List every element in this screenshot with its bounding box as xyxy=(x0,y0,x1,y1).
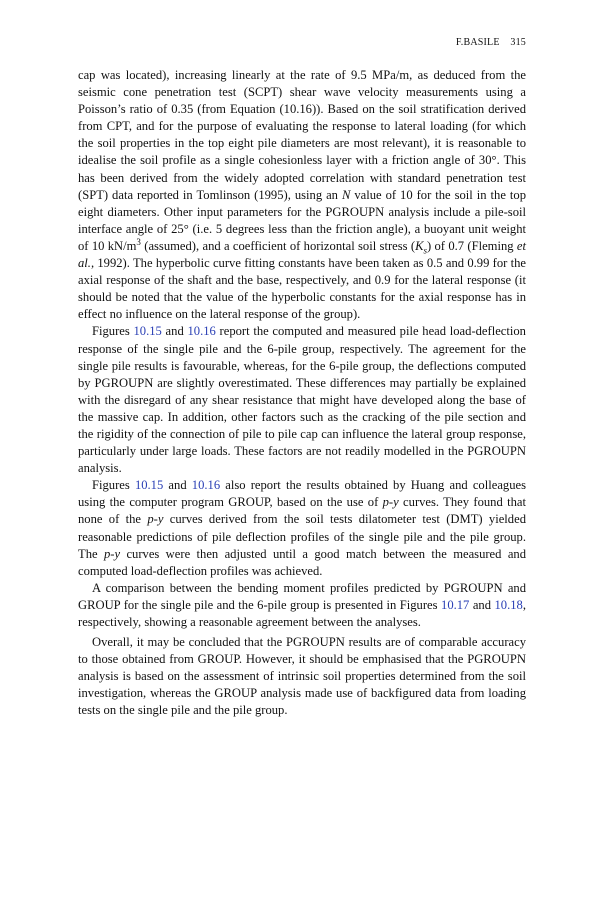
running-head xyxy=(78,37,526,48)
superscript: 3 xyxy=(136,236,141,247)
text-run: also report the results obtained by Huang and colleagues using the computer program GROUP, based on the use of xyxy=(78,478,526,510)
text-run: and xyxy=(161,324,188,339)
text-run: Figures xyxy=(92,478,135,493)
italic-text: N xyxy=(341,187,351,202)
text-run: A comparison between the bending moment profiles predicted by PGROUPN and GROUP for the single pile and the 6-pile group is presented in Figures xyxy=(78,580,526,612)
text-run: Figures xyxy=(92,324,134,339)
figure-link[interactable]: 10.15 xyxy=(133,324,162,339)
text-run: report the computed and measured pile head load-deflection response of the single pile and the 6-pile group, respectively. The agreement for the single pile results is favourable, whereas, for the 6-pile group, the deflections computed by PGROUPN are slightly overestimated. These differences may partially be explained with the disregard of any shear resistance that might have developed along the base of the massive cap. In addition, other factors such as the cracking of the pile section and the rigidity of the connection of pile to pile cap can influence the lateral group response, particularly under large loads. These factors are not readily modelled in the PGROUPN analysis. xyxy=(78,324,526,476)
running-head-author: F.BASILE xyxy=(455,37,500,48)
paragraph xyxy=(78,634,526,719)
subscript: s xyxy=(423,245,427,256)
text-run: and xyxy=(469,597,495,612)
text-run: value of 10 for the soil in the top eight diameters. Other input parameters for the PGROUPN analysis include a pile-soil interface angle of 25° (i.e. 5 degrees less than the friction angle), a buoyant unit weight of 10 kN/m xyxy=(78,187,526,253)
text-run: 1992). The hyperbolic curve fitting constants have been taken as 0.5 and 0.99 for the axial response of the shaft and the base, respectively, and 0.9 for the lateral response (it should be noted that the value of the hyperbolic constants for the axial response has in effect no influence on the lateral response of the group). xyxy=(78,256,526,322)
italic-text: et al., xyxy=(78,238,526,271)
body-text xyxy=(78,67,526,720)
italic-text: p-y xyxy=(147,512,164,527)
italic-text: p-y xyxy=(382,495,399,510)
italic-text: p-y xyxy=(103,546,121,561)
text-run: cap was located), increasing linearly at the rate of 9.5 MPa/m, as deduced from the seismic cone penetration test (SCPT) shear wave velocity measurements using a Poisson’s ratio of 0.35 (from Equation (10.16)). Based on the soil stratification derived from CPT, and for the purpose of evaluating the response to lateral loading (for which the soil properties in the top eight pile diameters are most relevant), it is reasonable to idealise the soil profile as a single cohesionless layer with a friction angle of 30°. This has been derived from the widely adopted correlation with standard penetration test (SPT) data reported in Tomlinson (1995), using an xyxy=(78,68,526,202)
figure-link[interactable]: 10.16 xyxy=(191,478,221,493)
text-run: and xyxy=(163,478,192,493)
italic-text: K xyxy=(415,238,424,253)
paragraph xyxy=(78,477,526,580)
paragraph xyxy=(78,67,526,323)
paragraph xyxy=(78,580,526,631)
text-run: ) of 0.7 (Fleming xyxy=(426,238,517,253)
text-run: curves. They found that none of the xyxy=(78,495,526,527)
paragraph xyxy=(78,323,526,477)
page-number: 315 xyxy=(510,37,526,48)
text-run: curves were then adjusted until a good match between the measured and computed load-deflection profiles was achieved. xyxy=(78,546,527,578)
figure-link[interactable]: 10.16 xyxy=(187,324,216,339)
text-run: Overall, it may be concluded that the PGROUPN results are of comparable accuracy to those obtained from GROUP. However, it should be emphasised that the PGROUPN analysis is based on the assessment of intrinsic soil properties determined from the soil investigation, whereas the GROUP analysis made use of backfigured data from loading tests on the single pile and the pile group. xyxy=(78,635,526,718)
text-run: (assumed), and a coefficient of horizontal soil stress ( xyxy=(140,238,416,253)
text-run: curves derived from the soil tests dilatometer test (DMT) yielded reasonable predictions of pile deflection profiles of the single pile and the pile group. The xyxy=(78,512,526,561)
text-run: , respectively, showing a reasonable agreement between the analyses. xyxy=(78,597,526,629)
figure-link[interactable]: 10.15 xyxy=(134,478,164,493)
figure-link[interactable]: 10.17 xyxy=(441,597,470,612)
figure-link[interactable]: 10.18 xyxy=(494,597,523,612)
